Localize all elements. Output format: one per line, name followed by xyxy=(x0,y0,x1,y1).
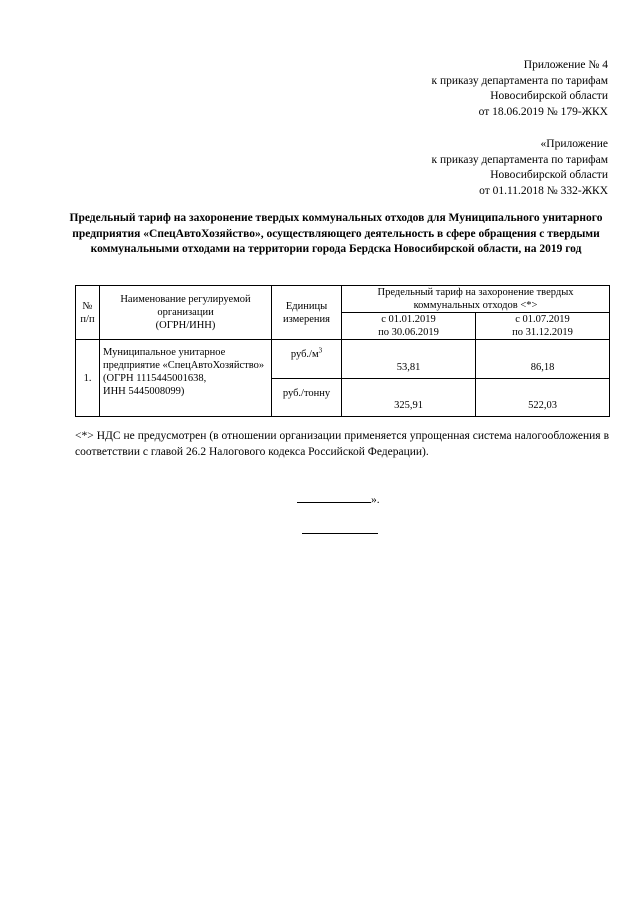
tariff-table xyxy=(75,285,610,417)
header-units: Единицы измерения xyxy=(272,286,342,340)
value-ton-period-1: 325,91 xyxy=(342,379,476,417)
table-header-row xyxy=(76,286,610,313)
value-ton-period-2: 522,03 xyxy=(476,379,610,417)
row-unit-ton: руб./тонну xyxy=(272,379,342,417)
header-line: от 01.11.2018 № 332-ЖКХ xyxy=(479,184,608,197)
row-number: 1. xyxy=(76,340,100,417)
blank-line xyxy=(297,493,371,503)
footnote: <*> НДС не предусмотрен (в отношении организации применяется упрощенная система налогообложения в соответствии с главой 26.2 Налогового кодекса Российской Федерации). xyxy=(75,430,609,458)
document-title: Предельный тариф на захоронение твердых коммунальных отходов для Муниципального унитарного предприятия «СпецАвтоХозяйство», осуществляющего деятельность в сфере обращения с твердыми коммунальными отходами на территории города Бердска Новосибирской области, на 2019 год xyxy=(69,212,603,255)
header-period-2: с 01.07.2019 по 31.12.2019 xyxy=(476,313,610,340)
closing-quote: ». xyxy=(371,494,380,506)
header-line: к приказу департамента по тарифам xyxy=(431,74,608,87)
header-tariff: Предельный тариф на захоронение твердых коммунальных отходов <*> xyxy=(342,286,610,313)
table-row xyxy=(76,340,610,379)
header-number: № п/п xyxy=(76,286,100,340)
row-organization: Муниципальное унитарное предприятие «СпецАвтоХозяйство» (ОГРН 1115445001638, ИНН 5445008099) xyxy=(100,340,272,417)
header-organization: Наименование регулируемой организации (ОГРН/ИНН) xyxy=(100,286,272,340)
header-line: Новосибирской области xyxy=(490,90,608,102)
header-line: Приложение № 4 xyxy=(523,59,608,71)
unit-superscript: 3 xyxy=(318,346,323,355)
original-appendix-header xyxy=(431,137,608,199)
row-unit-cubic-meter xyxy=(272,340,342,379)
value-cubic-period-2: 86,18 xyxy=(476,340,610,379)
header-line: от 18.06.2019 № 179-ЖКХ xyxy=(478,105,608,118)
header-line: к приказу департамента по тарифам xyxy=(431,153,608,166)
header-line: «Приложение xyxy=(540,138,608,150)
value-cubic-period-1: 53,81 xyxy=(342,340,476,379)
end-divider xyxy=(302,533,378,534)
header-line: Новосибирской области xyxy=(490,169,608,181)
closing-line xyxy=(297,493,380,506)
appendix-header xyxy=(431,58,608,120)
unit-base: руб./м xyxy=(290,349,319,360)
header-period-1: с 01.01.2019 по 30.06.2019 xyxy=(342,313,476,340)
